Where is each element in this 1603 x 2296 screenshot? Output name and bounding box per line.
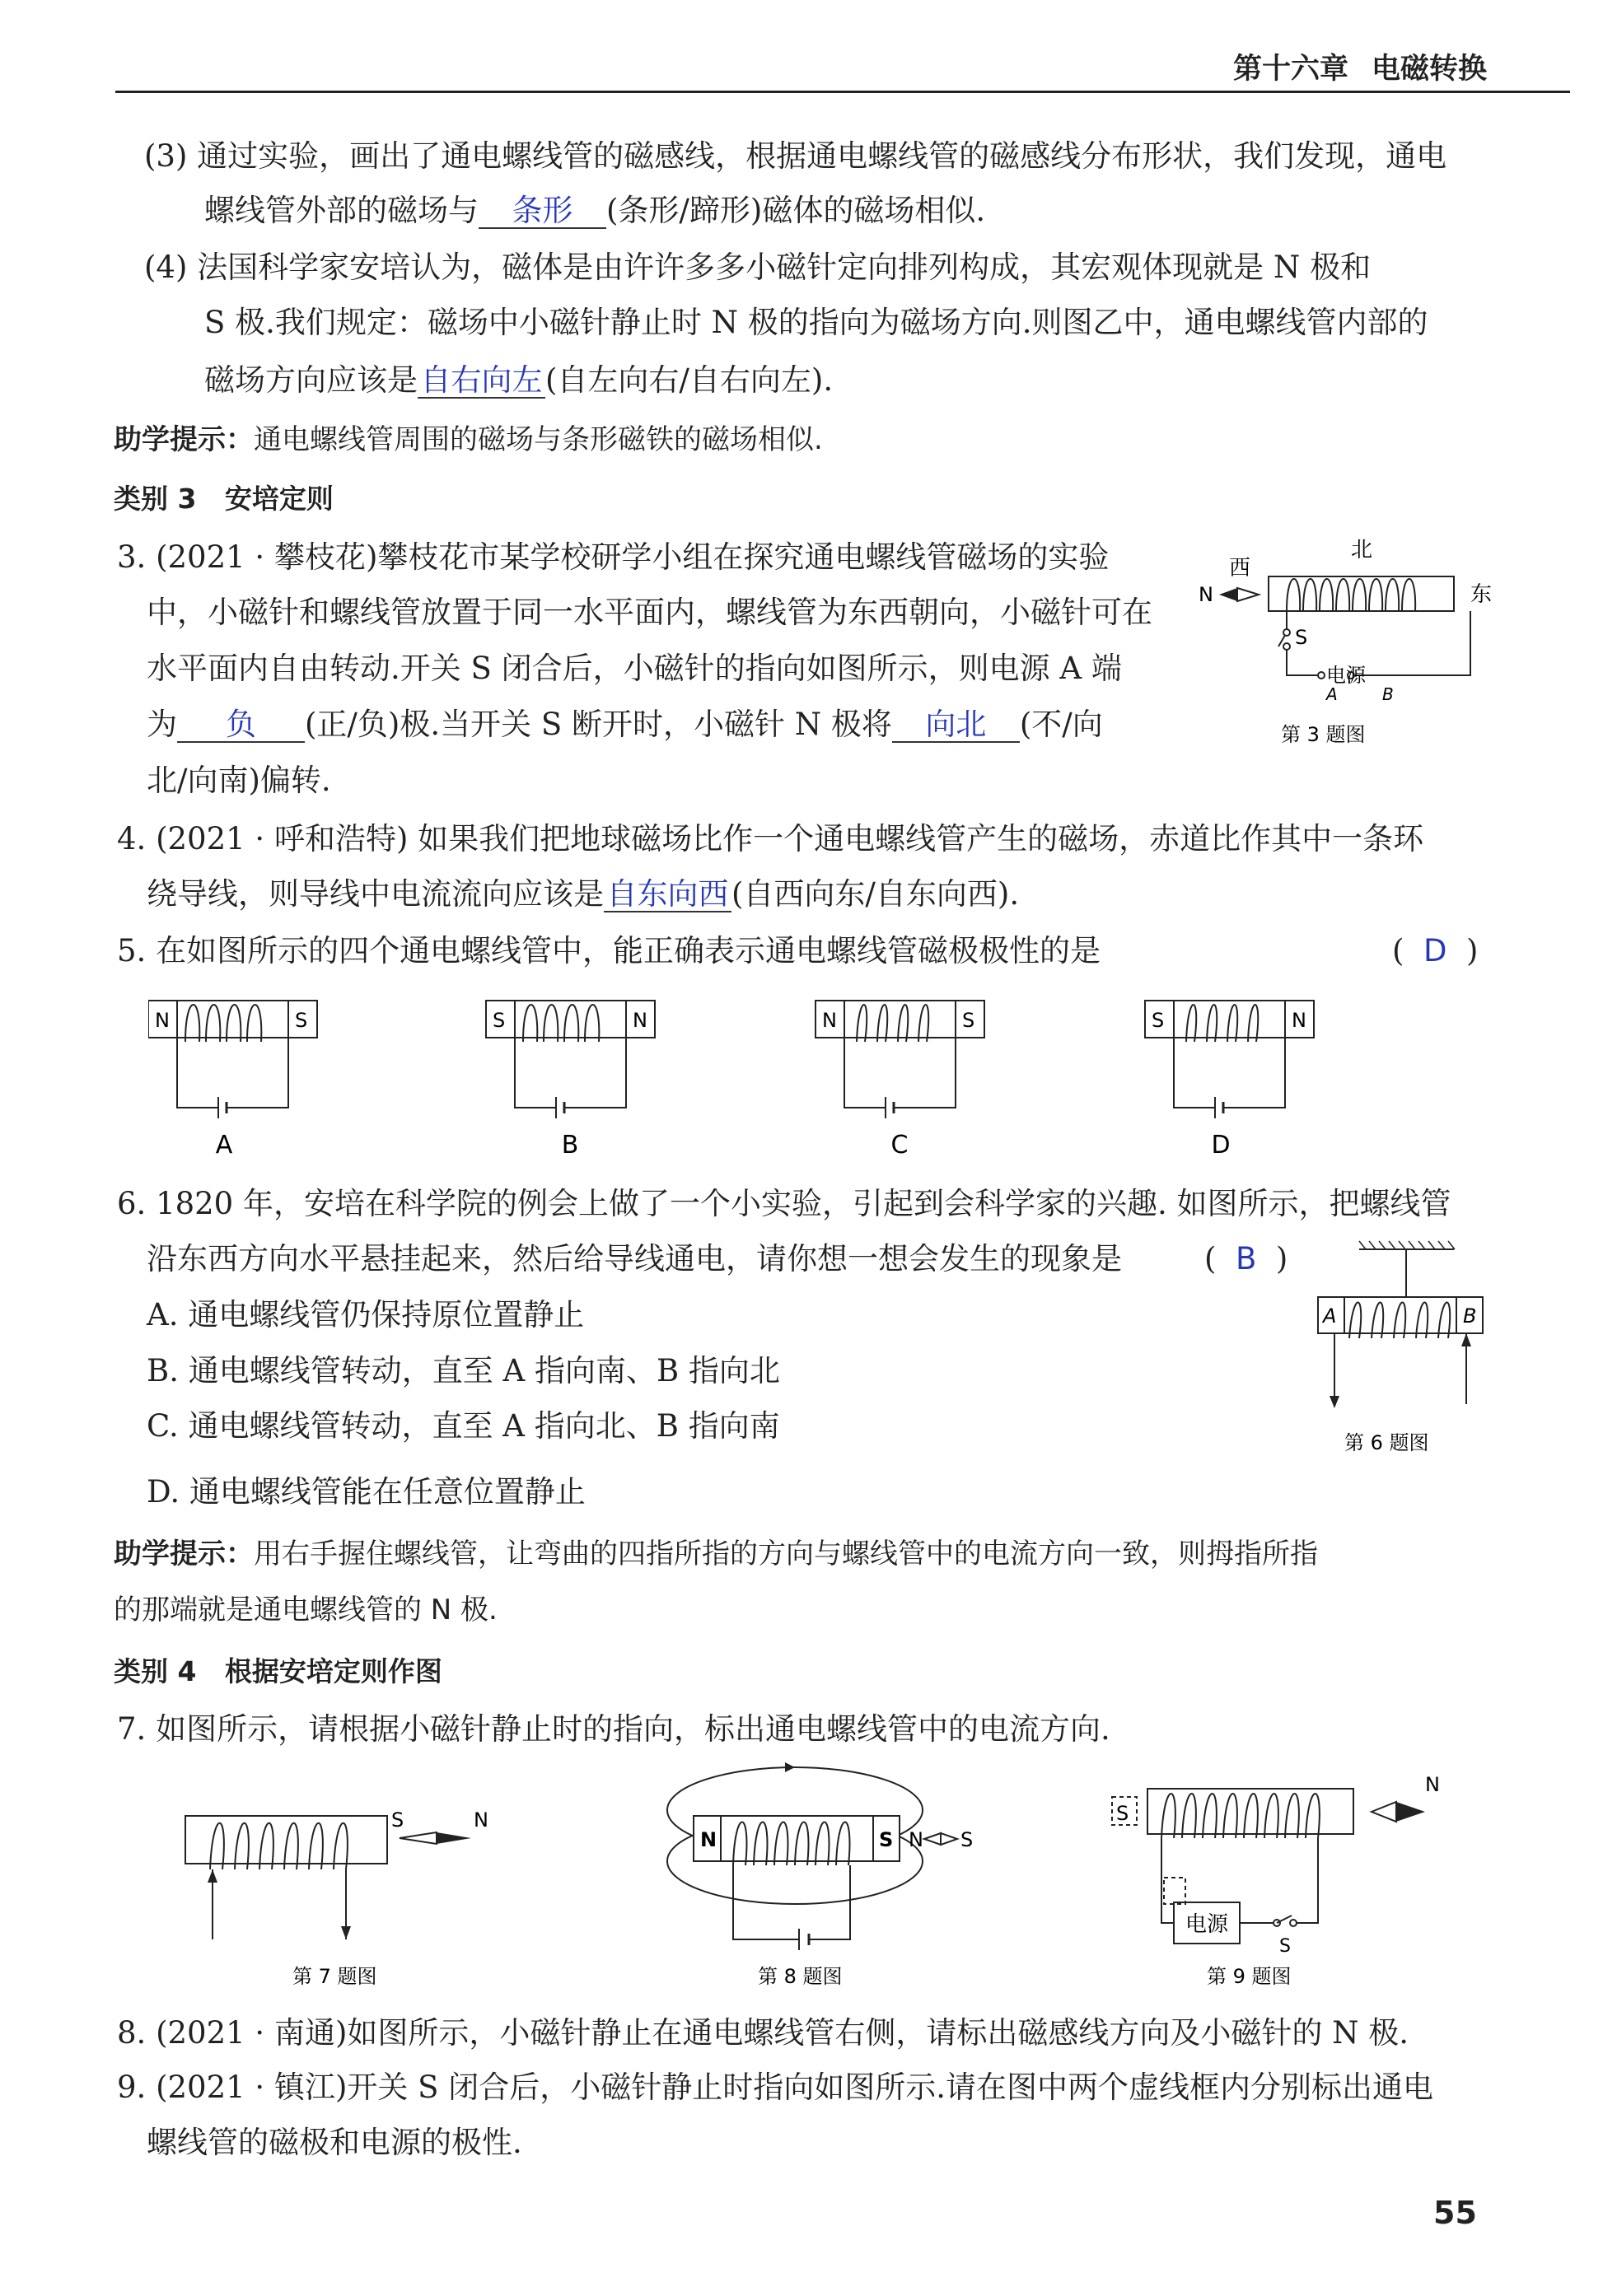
q5-answer-paren: ( D ): [1392, 933, 1479, 968]
q6-answer-paren: ( B ): [1204, 1241, 1288, 1276]
category-3-heading: 类别 3 安培定则: [114, 483, 334, 515]
q7-arrow-down-icon: [341, 1926, 351, 1939]
q6-line1: 6. 1820 年，安培在科学院的例会上做了一个小实验，引起到会科学家的兴趣. 如图所示，把螺线管: [117, 1186, 1451, 1221]
svg-text:A: A: [215, 1131, 233, 1160]
svg-text:S: S: [493, 1009, 506, 1032]
terminal-A: A: [1326, 684, 1338, 704]
hint-2-line2: 的那端就是通电螺线管的 N 极.: [114, 1594, 498, 1626]
q7-arrow-up-icon: [208, 1869, 217, 1883]
q6-option-A: A. 通电螺线管仍保持原位置静止: [147, 1297, 585, 1332]
q-prev-3-line1: (3) 通过实验，画出了通电螺线管的磁感线，根据通电螺线管的磁感线分布形状，我们发现，通电: [144, 138, 1447, 174]
label-east: 东: [1470, 582, 1493, 607]
q8-pole-N: N: [700, 1828, 717, 1851]
q6-caption: 第 6 题图: [1344, 1431, 1429, 1454]
answer-q6: B: [1235, 1241, 1257, 1276]
solenoid-coil: [1287, 579, 1415, 611]
svg-text:S: S: [1152, 1009, 1165, 1032]
header-rule: [115, 91, 1570, 93]
q8-compass-icon: [924, 1833, 941, 1845]
svg-text:C: C: [890, 1131, 909, 1160]
answer-q4-current: 自东向西: [606, 876, 729, 912]
q7-figure: [165, 1762, 519, 1993]
svg-text:N: N: [822, 1009, 837, 1032]
answer-q3-pole: 负: [226, 707, 256, 742]
q-prev-4-line1: (4) 法国科学家安培认为，磁体是由许许多多小磁针定向排列构成，其宏观体现就是 N 极和: [144, 250, 1372, 285]
hint-2-line1: 助学提示：用右手握住螺线管，让弯曲的四指所指的方向与螺线管中的电流方向一致，则拇指所指: [114, 1538, 1318, 1570]
q9-power-label: 电源: [1185, 1912, 1229, 1937]
answer-q4-direction: 自右向左: [420, 362, 543, 398]
q9-switch-label: S: [1279, 1936, 1291, 1957]
q7-compass-icon: [400, 1832, 437, 1844]
q9-compass-icon: [1372, 1802, 1396, 1822]
svg-text:N: N: [155, 1009, 170, 1032]
svg-text:S: S: [962, 1009, 975, 1032]
answer-q5: D: [1423, 933, 1447, 968]
answer-q3-shape: 条形: [512, 193, 573, 228]
chapter-title: 电磁转换: [1372, 53, 1488, 86]
current-arrow-down-icon: [1330, 1396, 1339, 1408]
q8-needle-N: N: [909, 1828, 923, 1851]
q3-line1: 3. (2021 · 攀枝花)攀枝花市某学校研学小组在探究通电螺线管磁场的实验: [117, 539, 1110, 575]
q6-figure: [1310, 1239, 1507, 1462]
current-arrow-up-icon: [1461, 1333, 1471, 1346]
svg-text:N: N: [633, 1009, 647, 1032]
q5-option-A: [148, 1001, 317, 1160]
q6-option-D: D. 通电螺线管能在任意位置静止: [147, 1474, 586, 1510]
q6-option-C: C. 通电螺线管转动，直至 A 指向北、B 指向南: [147, 1408, 780, 1444]
q-prev-3-line2: 螺线管外部的磁场与 条形 (条形/蹄形)磁体的磁场相似.: [204, 193, 986, 228]
q8-question: 8. (2021 · 南通)如图所示，小磁针静止在通电螺线管右侧，请标出磁感线方向及小磁针的 N 极.: [117, 2015, 1409, 2051]
q4-line1: 4. (2021 · 呼和浩特) 如果我们把地球磁场比作一个通电螺线管产生的磁场，赤道比作其中一条环: [117, 821, 1424, 856]
q8-figure: [659, 1754, 1005, 1993]
q3-caption: 第 3 题图: [1281, 723, 1366, 746]
svg-text:S: S: [295, 1009, 308, 1032]
q7-needle-S: S: [391, 1808, 404, 1832]
svg-text:B: B: [561, 1131, 579, 1160]
q-prev-4-line2: S 极.我们规定：磁场中小磁针静止时 N 极的指向为磁场方向.则图乙中，通电螺线管内部的: [204, 305, 1428, 340]
q9-figure: [1100, 1754, 1454, 1993]
svg-text:D: D: [1211, 1131, 1231, 1160]
q6-label-A: A: [1323, 1304, 1337, 1328]
category-4-heading: 类别 4 根据安培定则作图: [114, 1655, 442, 1687]
q7-needle-N: N: [474, 1808, 488, 1832]
q5-option-D: [1145, 1001, 1314, 1160]
q3-line2: 中，小磁针和螺线管放置于同一水平面内，螺线管为东西朝向，小磁针可在: [147, 595, 1152, 630]
q-prev-4-line3: 磁场方向应该是自右向左(自左向右/自右向左).: [204, 362, 834, 398]
q5-question: 5. 在如图所示的四个通电螺线管中，能正确表示通电螺线管磁极极性的是: [117, 933, 1101, 968]
q9-box-S: S: [1116, 1802, 1129, 1825]
terminal-B: B: [1382, 684, 1394, 704]
q5-option-B: [486, 1001, 655, 1160]
answer-q3-deflect: 向北: [925, 707, 987, 742]
field-arrow-icon: [785, 1762, 795, 1772]
q6-line2: 沿东西方向水平悬挂起来，然后给导线通电，请你想一想会发生的现象是: [147, 1241, 1122, 1276]
q6-label-B: B: [1463, 1304, 1477, 1328]
label-north: 北: [1351, 538, 1373, 562]
q5-figures: [148, 988, 1343, 1169]
q8-pole-S: S: [879, 1828, 894, 1851]
q5-option-C: [816, 1001, 984, 1160]
q3-line4: 为 负 (正/负)极.当开关 S 断开时，小磁针 N 极将 向北 (不/向: [147, 707, 1103, 742]
q3-figure: [1194, 535, 1540, 758]
q3-line5: 北/向南)偏转.: [147, 763, 331, 798]
needle-N-label: N: [1199, 583, 1213, 606]
compass-needle-icon: [1219, 588, 1237, 601]
q9-needle-N: N: [1425, 1773, 1440, 1796]
chapter-number: 第十六章: [1233, 53, 1349, 86]
hint-1: 助学提示：通电螺线管周围的磁场与条形磁铁的磁场相似.: [114, 423, 823, 456]
power-pole-box: [1164, 1878, 1185, 1904]
svg-text:N: N: [1292, 1009, 1306, 1032]
q7-question: 7. 如图所示，请根据小磁针静止时的指向，标出通电螺线管中的电流方向.: [117, 1711, 1110, 1747]
page-number: 55: [1433, 2195, 1477, 2231]
q3-line3: 水平面内自由转动.开关 S 闭合后，小磁针的指向如图所示，则电源 A 端: [147, 651, 1122, 686]
power-label: 电源: [1326, 664, 1366, 687]
q9-line2: 螺线管的磁极和电源的极性.: [147, 2125, 522, 2160]
q7-caption: 第 7 题图: [292, 1965, 377, 1988]
q9-line1: 9. (2021 · 镇江)开关 S 闭合后，小磁针静止时指向如图所示.请在图中两个虚线框内分别标出通电: [117, 2070, 1434, 2105]
q6-option-B: B. 通电螺线管转动，直至 A 指向南、B 指向北: [147, 1353, 780, 1388]
q8-caption: 第 8 题图: [758, 1965, 843, 1988]
q9-caption: 第 9 题图: [1207, 1965, 1292, 1988]
switch-label: S: [1295, 626, 1308, 649]
q4-line2: 绕导线，则导线中电流流向应该是自东向西(自西向东/自东向西).: [147, 876, 1020, 912]
q8-needle-S: S: [960, 1828, 974, 1851]
label-west: 西: [1229, 556, 1251, 581]
q6-solenoid-core: [1318, 1297, 1483, 1333]
